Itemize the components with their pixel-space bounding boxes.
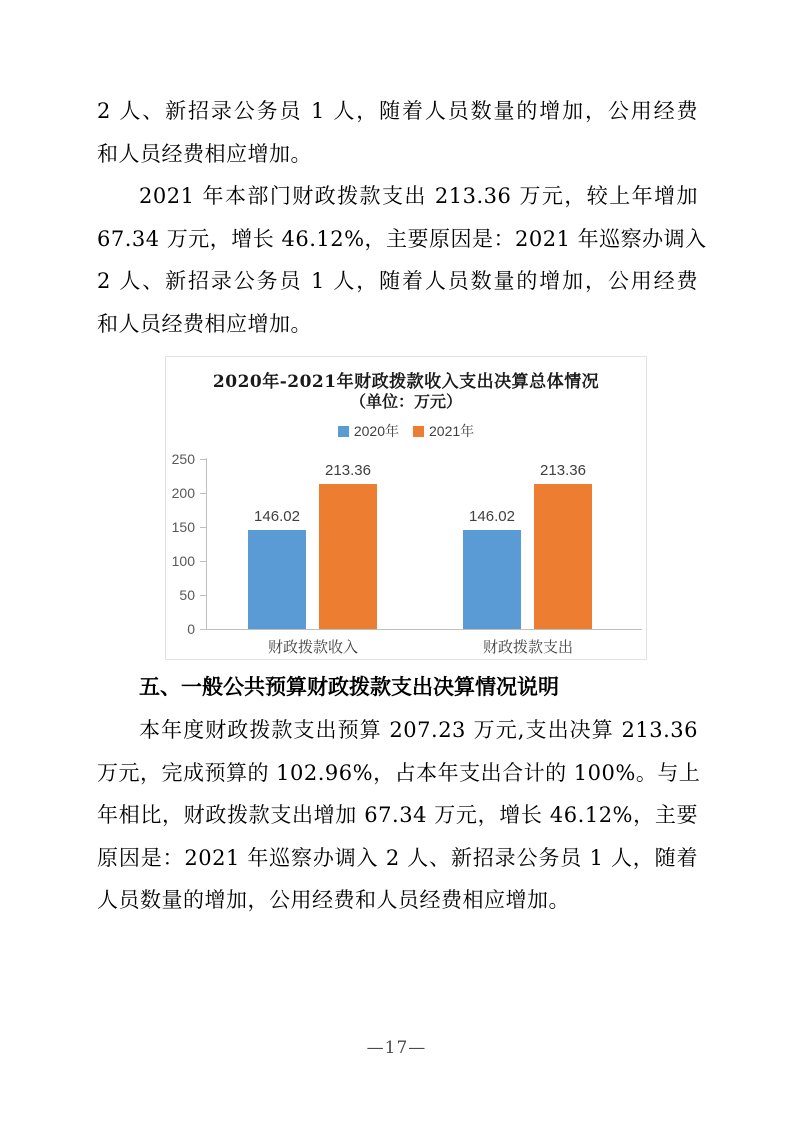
category-label-income: 财政拨款收入 [267, 638, 358, 656]
y-tick-mark [200, 629, 206, 630]
chart-title: 2020年-2021年财政拨款收入支出决算总体情况 [212, 372, 600, 392]
legend-swatch-2021-icon [413, 426, 424, 437]
x-axis-line [206, 629, 642, 630]
y-tick-label: 200 [171, 485, 195, 501]
bar-series0-cat1 [463, 530, 521, 629]
paragraph-1 [97, 90, 698, 175]
paragraph-2 [97, 175, 707, 345]
paragraph-2-line-3: 2 人、新招录公务员 1 人，随着人员数量的增加，公用经费 [97, 269, 698, 293]
bar-series0-cat0 [248, 530, 306, 629]
chart-legend [166, 421, 646, 441]
y-tick-mark [200, 561, 206, 562]
bar-value-label: 146.02 [254, 508, 300, 525]
y-tick-mark [200, 493, 206, 494]
bar-series1-cat0 [319, 484, 377, 629]
paragraph-3-line-2: 万元，完成预算的 102.96%，占本年支出合计的 100%。与上 [97, 760, 701, 785]
page-number: —17— [366, 1038, 427, 1058]
y-tick-label: 100 [171, 553, 195, 569]
paragraph-1-line-1: 2 人、新招录公务员 1 人，随着人员数量的增加，公用经费 [97, 99, 698, 123]
legend-label-2021: 2021年 [429, 423, 475, 439]
legend-item-2020 [338, 421, 399, 441]
y-tick-label: 150 [171, 519, 195, 535]
legend-swatch-2020-icon [338, 426, 349, 437]
bar-value-label: 213.36 [540, 462, 586, 479]
section-heading: 五、一般公共预算财政拨款支出决算情况说明 [139, 676, 559, 699]
paragraph-2-line-2: 67.34 万元，增长 46.12%，主要原因是：2021 年巡察办调入 [97, 226, 707, 251]
chart-subtitle: （单位：万元） [349, 392, 462, 411]
category-label-expense: 财政拨款支出 [482, 638, 573, 656]
y-axis-line [206, 458, 207, 629]
y-tick-mark [200, 595, 206, 596]
paragraph-3 [97, 709, 701, 922]
fiscal-bar-chart [165, 356, 647, 660]
paragraph-3-line-4: 原因是：2021 年巡察办调入 2 人、新招录公务员 1 人，随着 [97, 845, 698, 870]
y-tick-mark [200, 527, 206, 528]
paragraph-1-line-2: 和人员经费相应增加。 [97, 141, 312, 166]
paragraph-3-line-3: 年相比，财政拨款支出增加 67.34 万元，增长 46.12%，主要 [97, 803, 698, 827]
paragraph-2-line-1: 2021 年本部门财政拨款支出 213.36 万元，较上年增加 [139, 184, 698, 208]
y-tick-label: 50 [179, 587, 195, 603]
bar-value-label: 213.36 [325, 462, 371, 479]
paragraph-2-line-4: 和人员经费相应增加。 [97, 311, 312, 336]
y-tick-label: 0 [187, 621, 195, 637]
legend-label-2020: 2020年 [353, 423, 399, 439]
bar-series1-cat1 [534, 484, 592, 629]
document-body [97, 90, 707, 922]
legend-item-2021 [413, 421, 474, 441]
paragraph-3-line-5: 人员数量的增加，公用经费和人员经费相应增加。 [97, 888, 570, 912]
y-tick-mark [200, 459, 206, 460]
y-tick-label: 250 [171, 451, 195, 467]
paragraph-3-line-1: 本年度财政拨款支出预算 207.23 万元,支出决算 213.36 [139, 718, 698, 742]
bar-value-label: 146.02 [469, 508, 515, 525]
